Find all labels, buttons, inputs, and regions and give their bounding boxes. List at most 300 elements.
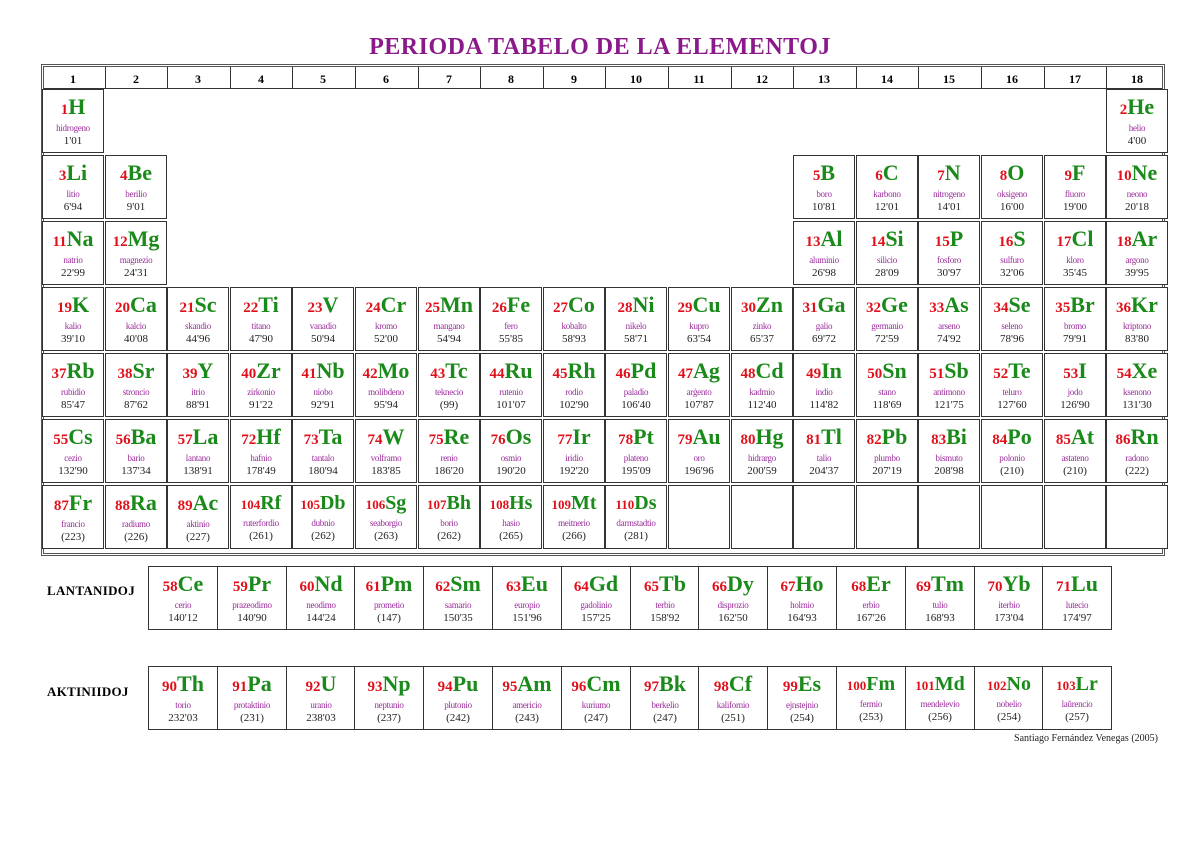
element-cell[interactable] (856, 155, 918, 219)
element-cell[interactable] (230, 287, 292, 351)
element-header (231, 292, 291, 321)
atomic-number: 73 (303, 432, 319, 448)
lanthanide-cell[interactable] (767, 566, 837, 630)
atomic-mass: 95'94 (374, 399, 398, 411)
atomic-number: 40 (241, 366, 257, 382)
element-name: nitrogeno (933, 189, 965, 199)
atomic-mass: 4'00 (1127, 135, 1147, 147)
atomic-number: 93 (367, 679, 383, 695)
atomic-number: 57 (177, 432, 193, 448)
element-symbol: Po (1007, 424, 1032, 449)
lanthanide-cell[interactable] (905, 566, 975, 630)
element-cell[interactable] (480, 353, 542, 417)
element-cell[interactable] (605, 485, 667, 549)
element-cell[interactable] (167, 353, 229, 417)
element-cell[interactable] (856, 221, 918, 285)
element-cell[interactable] (42, 89, 104, 153)
element-cell[interactable] (105, 485, 167, 549)
element-header (562, 671, 630, 700)
element-name: kriptono (1122, 321, 1152, 331)
atomic-mass: 192'20 (559, 465, 589, 477)
element-name: stroncio (122, 387, 150, 397)
element-header (231, 424, 291, 453)
element-name: darmstadtio (616, 518, 656, 528)
element-name: antimono (933, 387, 965, 397)
element-name: fosforo (937, 255, 961, 265)
element-name: helio (1128, 123, 1146, 133)
element-header (293, 358, 353, 387)
element-name: niobo (313, 387, 333, 397)
element-name: plutonio (444, 700, 472, 710)
element-name: cezio (64, 453, 82, 463)
element-cell[interactable] (793, 155, 855, 219)
element-cell[interactable] (42, 287, 104, 351)
atomic-mass: 144'24 (306, 612, 336, 624)
actinide-cell[interactable] (354, 666, 424, 730)
atomic-mass: 150'35 (443, 612, 473, 624)
element-header (919, 226, 979, 255)
element-header (356, 292, 416, 321)
actinide-cell[interactable] (423, 666, 493, 730)
element-cell[interactable] (1044, 353, 1106, 417)
element-cell[interactable] (605, 419, 667, 483)
element-symbol: Fe (506, 292, 531, 317)
atomic-mass: 173'04 (994, 612, 1024, 624)
lanthanide-cell[interactable] (630, 566, 700, 630)
actinide-cell[interactable] (767, 666, 837, 730)
element-cell[interactable] (668, 287, 730, 351)
element-cell[interactable] (418, 287, 480, 351)
atomic-mass: (266) (562, 530, 586, 542)
element-symbol: Sr (132, 358, 155, 383)
element-header (218, 671, 286, 700)
element-cell[interactable] (918, 221, 980, 285)
element-header (218, 571, 286, 600)
element-name: skandio (185, 321, 211, 331)
element-name: indio (815, 387, 833, 397)
atomic-mass: (262) (437, 530, 461, 542)
element-symbol: Mg (127, 226, 160, 251)
element-cell[interactable] (105, 353, 167, 417)
atomic-mass: 174'97 (1062, 612, 1092, 624)
element-header (493, 571, 561, 600)
atomic-mass: 151'96 (512, 612, 542, 624)
element-symbol: Am (517, 671, 552, 696)
element-cell[interactable] (1044, 419, 1106, 483)
element-cell[interactable] (42, 419, 104, 483)
header-divider (793, 67, 794, 88)
atomic-mass: 131'30 (1122, 399, 1152, 411)
element-symbol: Rh (567, 358, 596, 383)
element-cell[interactable] (105, 419, 167, 483)
element-symbol: Pr (247, 571, 272, 596)
element-symbol: K (71, 292, 90, 317)
element-cell[interactable] (918, 287, 980, 351)
element-cell[interactable] (355, 419, 417, 483)
atomic-number: 37 (51, 366, 67, 382)
element-name: teluro (1002, 387, 1022, 397)
element-header (837, 571, 905, 600)
element-name: ksenono (1123, 387, 1151, 397)
atomic-mass: 54'94 (437, 333, 461, 345)
element-cell[interactable] (856, 287, 918, 351)
atomic-mass: 39'95 (1125, 267, 1149, 279)
element-cell[interactable] (1106, 419, 1168, 483)
element-symbol: Mo (377, 358, 410, 383)
element-cell[interactable] (918, 419, 980, 483)
element-cell[interactable] (1106, 89, 1168, 153)
atomic-number: 28 (617, 300, 633, 316)
actinide-cell[interactable] (698, 666, 768, 730)
element-header (106, 358, 166, 387)
element-cell[interactable] (167, 419, 229, 483)
element-name: kalifornio (716, 700, 750, 710)
atomic-mass: (257) (1065, 711, 1089, 723)
element-symbol: Tc (445, 358, 468, 383)
element-symbol: No (1006, 673, 1031, 695)
element-header (293, 292, 353, 321)
actinide-cell[interactable] (1042, 666, 1112, 730)
element-name: zinko (752, 321, 772, 331)
element-symbol: Au (692, 424, 721, 449)
element-cell[interactable] (981, 287, 1043, 351)
element-symbol: Md (934, 673, 965, 695)
element-symbol: Ne (1131, 160, 1158, 185)
atomic-number: 22 (243, 300, 259, 316)
element-cell[interactable] (668, 353, 730, 417)
atomic-number: 14 (870, 234, 886, 250)
element-cell[interactable] (1106, 155, 1168, 219)
element-name: tulio (932, 600, 948, 610)
element-symbol: Ag (693, 358, 720, 383)
atomic-mass: 83'80 (1125, 333, 1149, 345)
element-header (43, 358, 103, 387)
atomic-number: 21 (179, 300, 195, 316)
element-header (168, 358, 228, 387)
element-cell[interactable] (543, 485, 605, 549)
element-name: oksigeno (996, 189, 1028, 199)
element-cell[interactable] (918, 155, 980, 219)
element-header (857, 358, 917, 387)
atomic-number: 47 (678, 366, 694, 382)
element-cell[interactable] (418, 419, 480, 483)
element-name: kalcio (125, 321, 147, 331)
atomic-number: 39 (182, 366, 198, 382)
element-header (1045, 226, 1105, 255)
header-divider (44, 88, 1162, 89)
atomic-number: 79 (677, 432, 693, 448)
header-divider (105, 67, 106, 88)
element-cell[interactable] (1106, 287, 1168, 351)
lanthanide-cell[interactable] (836, 566, 906, 630)
element-header (606, 424, 666, 453)
element-symbol: Pa (247, 671, 272, 696)
element-cell[interactable] (1044, 287, 1106, 351)
element-cell[interactable] (42, 221, 104, 285)
atomic-number: 108 (489, 497, 510, 512)
atomic-mass: 87'62 (124, 399, 148, 411)
element-symbol: Fr (68, 490, 93, 515)
element-name: fluoro (1064, 189, 1086, 199)
element-cell[interactable] (918, 353, 980, 417)
element-symbol: Np (382, 671, 411, 696)
element-cell[interactable] (105, 155, 167, 219)
atomic-number: 19 (56, 300, 72, 316)
atomic-number: 99 (782, 679, 798, 695)
atomic-number: 102 (987, 678, 1007, 693)
element-cell[interactable] (167, 287, 229, 351)
element-cell[interactable] (292, 353, 354, 417)
atomic-number: 78 (618, 432, 634, 448)
atomic-number: 62 (435, 579, 451, 595)
atomic-mass: 112'40 (747, 399, 777, 411)
atomic-mass: 168'93 (925, 612, 955, 624)
atomic-mass: 207'19 (872, 465, 902, 477)
atomic-mass: 140'12 (168, 612, 198, 624)
element-name: molibdeno (368, 387, 404, 397)
element-name: kloro (1066, 255, 1084, 265)
header-divider (918, 67, 919, 88)
element-cell[interactable] (731, 419, 793, 483)
atomic-number: 65 (644, 579, 660, 595)
element-header (732, 292, 792, 321)
element-header (768, 571, 836, 600)
element-cell[interactable] (292, 287, 354, 351)
element-cell[interactable] (480, 485, 542, 549)
atomic-mass: (226) (124, 531, 148, 543)
element-cell[interactable] (1044, 155, 1106, 219)
element-cell[interactable] (480, 419, 542, 483)
element-symbol: Yb (1002, 571, 1031, 596)
element-symbol: I (1078, 358, 1087, 383)
header-divider (543, 67, 544, 88)
atomic-mass: 180'94 (308, 465, 338, 477)
element-cell[interactable] (605, 287, 667, 351)
atomic-number: 8 (999, 168, 1008, 184)
element-cell[interactable] (543, 419, 605, 483)
element-symbol: O (1007, 160, 1025, 185)
element-symbol: Pm (380, 571, 413, 596)
lanthanide-cell[interactable] (148, 566, 218, 630)
lanthanide-cell[interactable] (286, 566, 356, 630)
element-cell[interactable] (355, 353, 417, 417)
lanthanide-cell[interactable] (561, 566, 631, 630)
element-symbol: Eu (521, 571, 548, 596)
element-cell[interactable] (731, 353, 793, 417)
atomic-mass: (254) (790, 712, 814, 724)
atomic-mass: 44'96 (186, 333, 210, 345)
element-header (106, 490, 166, 519)
element-cell[interactable] (105, 221, 167, 285)
element-cell[interactable] (1106, 353, 1168, 417)
element-name: rubidio (61, 387, 85, 397)
atomic-number: 84 (992, 432, 1008, 448)
lanthanide-cell[interactable] (354, 566, 424, 630)
atomic-mass: 72'59 (875, 333, 899, 345)
atomic-number: 27 (553, 300, 569, 316)
element-header (1107, 292, 1167, 321)
element-header (149, 571, 217, 600)
empty-cell (1106, 485, 1168, 549)
element-cell[interactable] (543, 353, 605, 417)
atomic-number: 72 (241, 432, 257, 448)
lanthanide-cell[interactable] (217, 566, 287, 630)
element-cell[interactable] (793, 419, 855, 483)
element-name: lutecio (1065, 600, 1089, 610)
atomic-number: 43 (430, 366, 446, 382)
atomic-mass: 16'00 (1000, 201, 1024, 213)
element-symbol: Be (127, 160, 152, 185)
actinide-cell[interactable] (974, 666, 1044, 730)
header-divider (605, 67, 606, 88)
element-header (231, 358, 291, 387)
element-header (768, 671, 836, 700)
element-cell[interactable] (105, 287, 167, 351)
atomic-mass: 106'40 (621, 399, 651, 411)
lanthanides-label: LANTANIDOJ (47, 583, 135, 598)
element-symbol: Sg (385, 492, 407, 514)
element-cell[interactable] (981, 221, 1043, 285)
atomic-mass: (243) (515, 712, 539, 724)
element-header (493, 671, 561, 700)
element-cell[interactable] (418, 353, 480, 417)
atomic-mass: 14'01 (937, 201, 961, 213)
element-cell[interactable] (543, 287, 605, 351)
actinide-cell[interactable] (148, 666, 218, 730)
actinide-cell[interactable] (630, 666, 700, 730)
element-cell[interactable] (793, 221, 855, 285)
atomic-mass: 164'93 (787, 612, 817, 624)
empty-cell (793, 485, 855, 549)
atomic-mass: 10'81 (812, 201, 836, 213)
element-header (356, 424, 416, 453)
element-symbol: Ar (1131, 226, 1158, 251)
header-divider (981, 67, 982, 88)
element-header (43, 226, 103, 255)
group-number: 5 (320, 72, 326, 86)
element-cell[interactable] (793, 353, 855, 417)
atomic-mass: (210) (1000, 465, 1024, 477)
element-cell[interactable] (292, 419, 354, 483)
element-symbol: Db (319, 492, 346, 514)
actinide-cell[interactable] (492, 666, 562, 730)
atomic-number: 48 (740, 366, 756, 382)
empty-cell (918, 485, 980, 549)
atomic-number: 95 (502, 679, 518, 695)
element-name: seaborgio (369, 518, 403, 528)
atomic-mass: 22'99 (61, 267, 85, 279)
element-symbol: Hg (755, 424, 784, 449)
element-header (794, 358, 854, 387)
actinide-cell[interactable] (286, 666, 356, 730)
atomic-mass: 88'91 (186, 399, 210, 411)
header-divider (167, 67, 168, 88)
atomic-mass: 50'94 (311, 333, 335, 345)
element-name: arseno (938, 321, 960, 331)
element-symbol: Dy (727, 571, 754, 596)
element-cell[interactable] (292, 485, 354, 549)
lanthanide-cell[interactable] (492, 566, 562, 630)
lanthanide-cell[interactable] (698, 566, 768, 630)
element-cell[interactable] (230, 485, 292, 549)
element-header (1107, 424, 1167, 453)
element-cell[interactable] (42, 485, 104, 549)
element-cell[interactable] (793, 287, 855, 351)
element-header (1107, 94, 1167, 123)
element-cell[interactable] (42, 155, 104, 219)
lanthanide-cell[interactable] (1042, 566, 1112, 630)
atomic-number: 17 (1056, 234, 1072, 250)
element-symbol: Ba (130, 424, 157, 449)
element-name: arġento (686, 387, 712, 397)
element-header (481, 292, 541, 321)
header-divider (480, 67, 481, 88)
actinide-cell[interactable] (561, 666, 631, 730)
element-cell[interactable] (981, 353, 1043, 417)
element-header (424, 571, 492, 600)
element-cell[interactable] (42, 353, 104, 417)
element-cell[interactable] (731, 287, 793, 351)
atomic-number: 51 (929, 366, 945, 382)
element-name: lantano (185, 453, 211, 463)
atomic-mass: (265) (499, 530, 523, 542)
element-cell[interactable] (230, 419, 292, 483)
element-header (982, 358, 1042, 387)
element-cell[interactable] (981, 155, 1043, 219)
element-name: sulfuro (1000, 255, 1024, 265)
atomic-number: 3 (58, 168, 67, 184)
element-header (1045, 160, 1105, 189)
lanthanide-cell[interactable] (974, 566, 1044, 630)
actinide-cell[interactable] (836, 666, 906, 730)
element-cell[interactable] (355, 287, 417, 351)
element-header (699, 671, 767, 700)
element-cell[interactable] (230, 353, 292, 417)
element-cell[interactable] (480, 287, 542, 351)
element-header (975, 571, 1043, 600)
element-symbol: Bi (946, 424, 967, 449)
empty-cell (731, 485, 793, 549)
atomic-number: 68 (851, 579, 867, 595)
element-cell[interactable] (605, 353, 667, 417)
atomic-mass: 200'59 (747, 465, 777, 477)
element-name: prazeodimo (232, 600, 272, 610)
group-number: 17 (1069, 72, 1081, 86)
element-cell[interactable] (355, 485, 417, 549)
element-cell[interactable] (167, 485, 229, 549)
atomic-number: 69 (916, 579, 931, 595)
element-cell[interactable] (1106, 221, 1168, 285)
element-cell[interactable] (856, 353, 918, 417)
atomic-mass: (253) (859, 711, 883, 723)
element-header (906, 571, 974, 600)
element-cell[interactable] (856, 419, 918, 483)
element-header (293, 424, 353, 453)
lanthanide-cell[interactable] (423, 566, 493, 630)
element-symbol: Re (443, 424, 470, 449)
atomic-number: 71 (1056, 579, 1072, 595)
element-cell[interactable] (981, 419, 1043, 483)
element-cell[interactable] (668, 419, 730, 483)
element-symbol: C (882, 160, 899, 185)
element-symbol: Se (1008, 292, 1031, 317)
element-cell[interactable] (1044, 221, 1106, 285)
element-header (419, 490, 479, 518)
atomic-mass: 114'82 (809, 399, 839, 411)
actinide-cell[interactable] (217, 666, 287, 730)
actinide-cell[interactable] (905, 666, 975, 730)
element-cell[interactable] (418, 485, 480, 549)
